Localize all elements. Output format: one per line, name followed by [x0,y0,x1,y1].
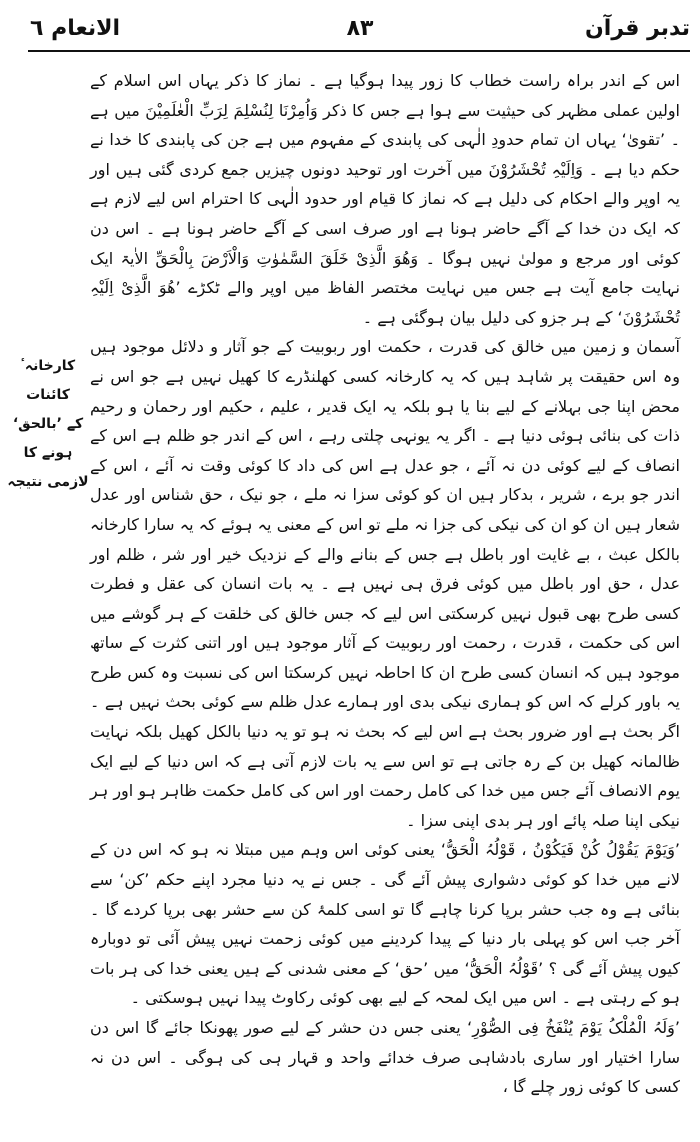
page-header [30,10,690,52]
commentary-text [90,66,680,1102]
margin-line: لازمی نتیجہ [7,474,89,490]
page-number: ٨٣ [346,16,374,41]
book-title: تدبر قرآن [585,16,690,41]
header-rule [28,50,690,52]
paragraph-3: ’وَیَوْمَ یَقُوْلُ کُنْ فَیَکُوْنُ ، قَوْلُہُ الْحَقُّ‘ یعنی کوئی اس وہم میں مبتلا نہ ہو کہ اس دن کے لانے میں خدا کو کوئی دشواری پیش آئے گی ۔ جس نے یہ دنیا مجرد اپنے حکم ’کن‘ سے بنائی ہے وہ جب حشر برپا کرنا چاہے گا تو اسی کلمۂ کن سے حشر بھی برپا کردے گا ۔ آخر جب اس کو پہلی بار دنیا کے پیدا کردینے میں کوئی زحمت نہیں پیش آئی تو دوبارہ کیوں پیش آئے گی ؟ ’قَوْلُہُ الْحَقُّ‘ میں ’حق‘ کے معنی شدنی کے ہیں یعنی خدا کی ہر بات ہو کے رہتی ہے ۔ اس میں ایک لمحہ کے لیے بھی کوئی رکاوٹ پیدا نہیں ہوسکتی ۔ [90,840,680,1008]
paragraph-2: آسمان و زمین میں خالق کی قدرت ، حکمت اور ربوبیت کے جو آثار و دلائل موجود ہیں وہ اس حقیقت پر شاہد ہیں کہ یہ کارخانہ کسی کھلنڈرے کا کھیل نہیں ہے جو اس نے محض اپنا جی بہلانے کے لیے بنا یا ہو بلکہ یہ ایک قدیر ، علیم ، حکیم اور رحمان و رحیم ذات کی بنائی ہوئی دنیا ہے ۔ اگر یہ یونہی چلتی رہے ، اس کے اندر جو ظلم ہے اس کے انصاف کے لیے کوئی دن نہ آئے ، جو عدل ہے اس کی داد کا کوئی وقت نہ آئے ، اس کے اندر جو برے ، شریر ، بدکار ہیں ان کو کوئی سزا نہ ملے ، جو نیک ، حق شناس اور عدل شعار ہیں ان کو ان کی نیکی کی جزا نہ ملے تو اس کے معنی یہ ہوئے کہ یہ سارا کارخانہ بالکل عبث ، بے غایت اور باطل ہے جس کے بنانے والے کے نزدیک خیر اور شر ، ظلم اور عدل ، حق اور باطل میں کوئی فرق ہی نہیں ہے ۔ یہ بات انسان کی عقل و فطرت کسی طرح بھی قبول نہیں کرسکتی اس لیے کہ جس خالق کی خلقت کے ہر گوشے میں اس کی حکمت ، قدرت ، رحمت اور ربوبیت کے آثار موجود ہیں اور اتنی کثرت کے ساتھ موجود ہیں کہ انسان کسی طرح ان کا احاطہ نہیں کرسکتا اس کی نسبت وہ کس طرح یہ باور کرلے کہ اس کو ہماری نیکی بدی اور ہمارے عدل ظلم سے کوئی بحث نہیں ہے ۔ اگر بحث ہے اور ضرور بحث ہے اس لیے کہ بحث نہ ہو تو یہ دنیا بالکل کھیل بلکہ نہایت ظالمانہ کھیل بن کے رہ جاتی ہے تو اس سے یہ بات لازم آتی ہے کہ اس دنیا کے لیے ایک یوم الانصاف آئے جس میں خدا کی کامل رحمت اور اس کی کامل حکمت ظاہر ہو اور ہر نیکی اپنا صلہ پائے اور ہر بدی اپنی سزا ۔ [90,337,681,830]
paragraph-1: اس کے اندر براہ راست خطاب کا زور پیدا ہوگیا ہے ۔ نماز کا ذکر یہاں اس اسلام کے اولین عملی مظہر کی حیثیت سے ہوا ہے جس کا ذکر وَاُمِرْنَا لِنُسْلِمَ لِرَبِّ الْعٰلَمِیْنَ میں ہے ۔ ’تقویٰ‘ یہاں ان تمام حدودِ الٰہی کی پابندی کے مفہوم میں ہے جن کی پابندی کا خدا نے حکم دیا ہے ۔ وَاِلَیْہِ تُحْشَرُوْنَ میں آخرت اور توحید دونوں چیزیں جمع کردی گئی ہیں اور یہ اوپر والے احکام کی دلیل ہے کہ نماز کا قیام اور حدود الٰہی کا احترام اس لیے لازم ہے کہ ایک دن خدا کے آگے حاضر ہونا ہے اور صرف اسی کے آگے حاضر ہونا ہے ۔ اس دن کوئی اور مرجع و مولیٰ نہیں ہوگا ۔ وَھُوَ الَّذِیْ خَلَقَ السَّمٰوٰتِ وَالْاَرْضَ بِالْحَقِّ الاٰیۃ ایک نہایت جامع آیت ہے جس میں نہایت مختصر الفاظ میں اوپر والے ٹکڑے ’ھُوَ الَّذِیْ اِلَیْہِ تُحْشَرُوْنَ‘ کے ہر جزو کی دلیل بیان ہوگئی ہے ۔ [90,71,680,327]
paragraph-4: ’وَلَہُ الْمُلْکُ یَوْمَ یُنْفَخُ فِی الصُّوْرِ‘ یعنی جس دن حشر کے لیے صور پھونکا جائے گا اس دن سارا اختیار اور ساری بادشاہی صرف خدائے واحد و قہار ہی کی ہوگی ۔ اس دن نہ کسی کا کوئی زور چلے گا ، [90,1018,680,1097]
surah-name: الانعام ٦ [30,16,121,41]
margin-line: ہونے کا [23,445,73,461]
margin-heading [6,352,90,497]
margin-line: کارخانہٴ کائنات [20,358,76,403]
margin-line: کے ’بالحق‘ [12,416,84,432]
